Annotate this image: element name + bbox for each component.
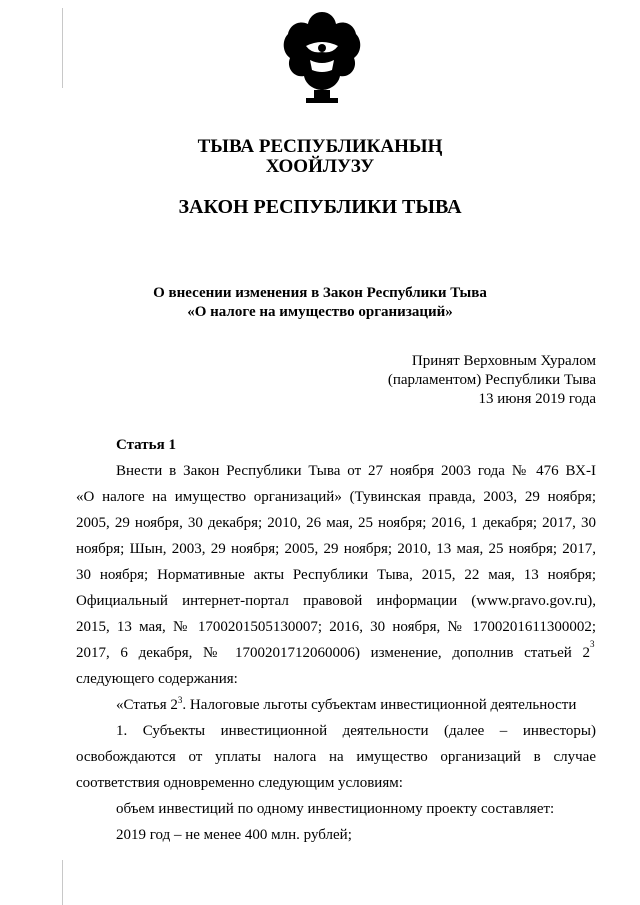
header-tuvan-line2: ХООЙЛУЗУ [265, 156, 375, 177]
article-line-last: следующего содержания: [76, 671, 238, 687]
article-line-text: 2017, 6 декабря, № 1700201712060006) изменение, дополнив статьей 2 [76, 645, 590, 661]
article-line: 2005, 29 ноября, 30 декабря; 2010, 26 мая, 25 ноября; 2016, 1 декабря; 2017, 30 [76, 515, 596, 531]
article-heading: Статья 1 [116, 437, 176, 453]
paragraph-line: освобождаются от уплаты налога на имущество организаций в случае [76, 749, 596, 765]
law-title: ЗАКОН РЕСПУБЛИКИ ТЫВА [178, 196, 462, 218]
article-line: Официальный интернет-портал правовой информации (www.pravo.gov.ru), [76, 593, 596, 609]
emblem-of-tuva-icon [280, 8, 364, 108]
header-tuvan-line1: ТЫВА РЕСПУБЛИКАНЫҢ [197, 136, 443, 157]
new-article-rest: . Налоговые льготы субъектам инвестиционной деятельности [182, 697, 577, 713]
margin-line-bottom [62, 860, 63, 905]
condition-line: 2019 год – не менее 400 млн. рублей; [116, 827, 352, 843]
subject-line1: О внесении изменения в Закон Республики Тыва [153, 285, 487, 301]
article-line: Внести в Закон Республики Тыва от 27 ноября 2003 года № 476 ВХ-I [116, 463, 596, 479]
article-line: «О налоге на имущество организаций» (Тувинская правда, 2003, 29 ноября; [76, 489, 596, 505]
adoption-date: 13 июня 2019 года [478, 391, 596, 407]
condition-line: объем инвестиций по одному инвестиционному проекту составляет: [116, 801, 555, 817]
paragraph-line: 1. Субъекты инвестиционной деятельности (далее – инвесторы) [116, 723, 596, 739]
article-line [76, 645, 590, 662]
margin-line-top [62, 8, 63, 88]
new-article-prefix: «Статья 2 [116, 697, 178, 713]
adoption-line1: Принят Верховным Хуралом [411, 353, 596, 369]
adoption-line2: (парламентом) Республики Тыва [387, 372, 596, 388]
article-line: 30 ноября; Нормативные акты Республики Тыва, 2015, 22 мая, 13 ноября; [76, 567, 596, 583]
paragraph-line-last: соответствия одновременно следующим условиям: [76, 775, 403, 791]
new-article-title [116, 697, 576, 714]
article-line: 2015, 13 мая, № 1700201505130007; 2016, 30 ноября, № 1700201611300002; [76, 619, 596, 635]
new-article-superscript: 3 [177, 695, 183, 705]
subject-line2: «О налоге на имущество организаций» [187, 304, 453, 320]
article-line: ноября; Шын, 2003, 29 ноября; 2005, 29 ноября; 2010, 13 мая, 25 ноября; 2017, [76, 541, 596, 557]
